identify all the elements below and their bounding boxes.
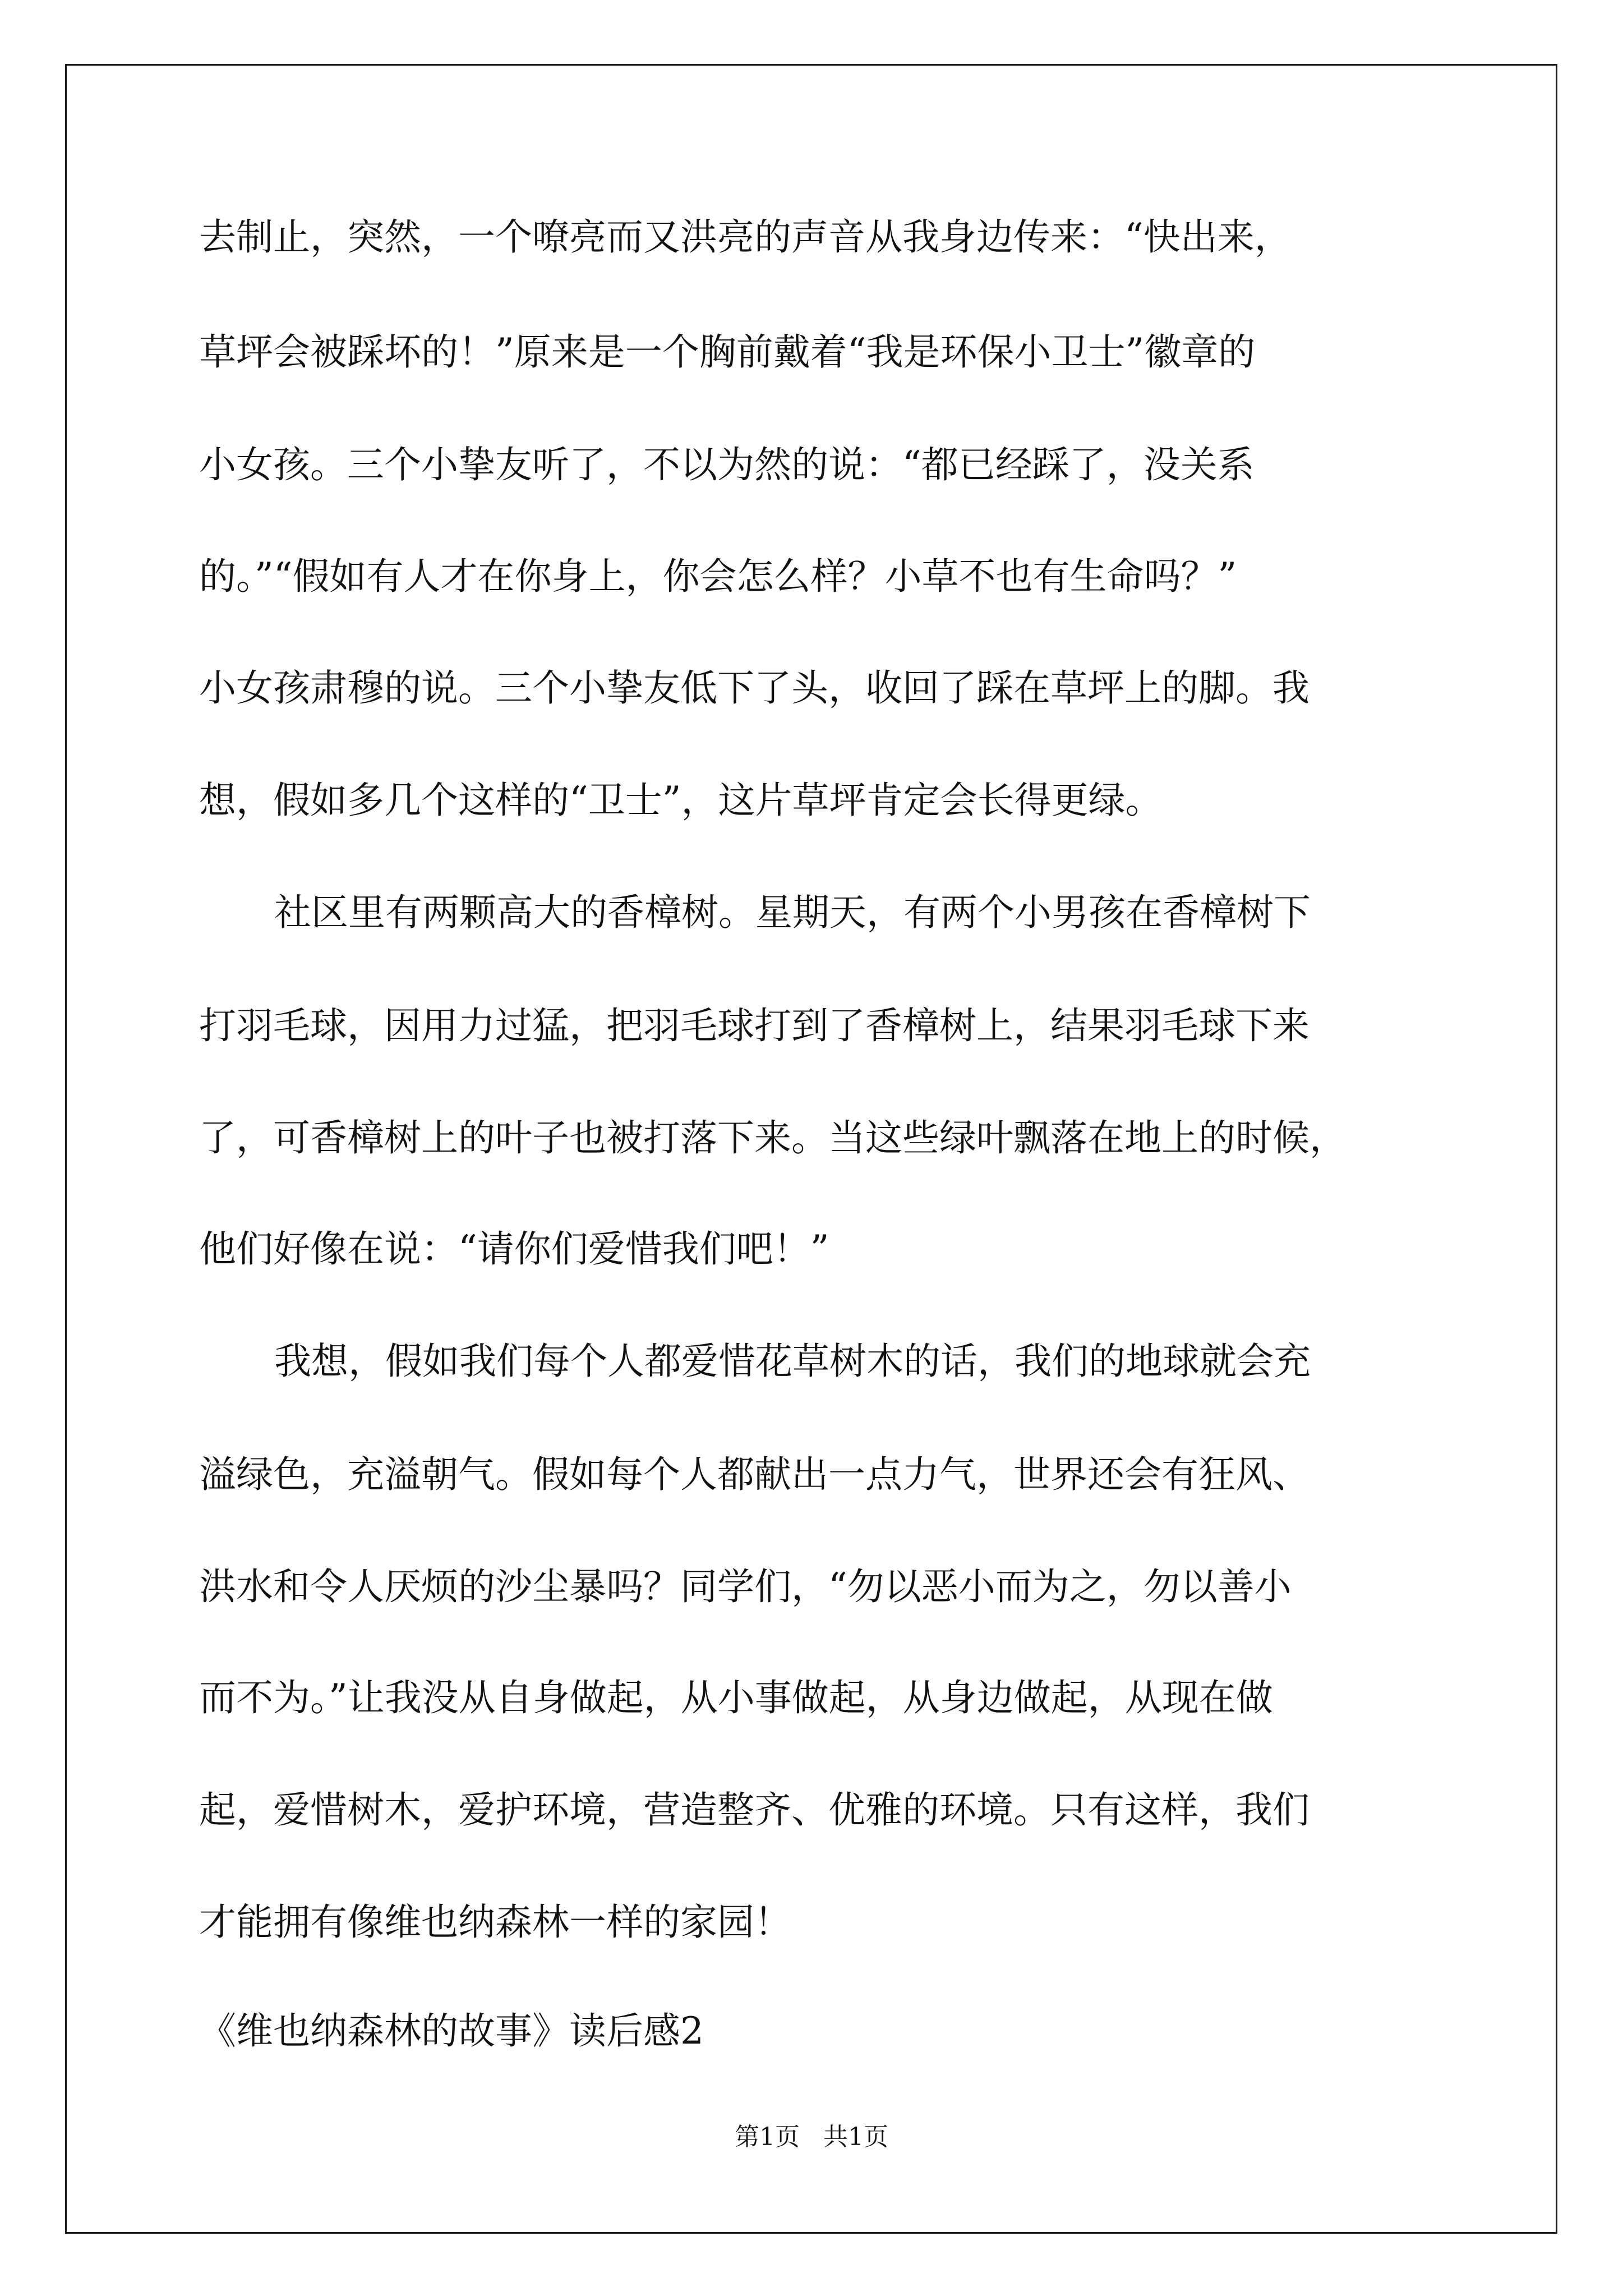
page-footer: 第1页 共1页 [735,2123,888,2151]
text-line: 溢绿色，充溢朝气。假如每个人都献出一点力气，世界还会有狂风、 [199,1453,1310,1496]
text-line: 草坪会被踩坏的！”原来是一个胸前戴着“我是环保小卫士”徽章的 [199,330,1256,374]
section-title: 《维也纳森林的故事》读后感2 [199,2009,704,2053]
text-line: 他们好像在说：“请你们爱惜我们吧！” [199,1227,829,1271]
text-line: 的。”“假如有人才在你身上，你会怎么样？小草不也有生命吗？” [199,555,1237,598]
text-line: 去制止，突然，一个嘹亮而又洪亮的声音从我身边传来：“快出来， [199,215,1292,259]
text-line: 社区里有两颗高大的香樟树。星期天，有两个小男孩在香樟树下 [274,891,1311,934]
text-line: 想，假如多几个这样的“卫士”，这片草坪肯定会长得更绿。 [199,779,1163,822]
text-line: 小女孩。三个小挚友听了，不以为然的说：“都已经踩了，没关系 [199,443,1255,486]
text-line: 而不为。”让我没从自身做起，从小事做起，从身边做起，从现在做 [199,1676,1273,1719]
text-line: 小女孩肃穆的说。三个小挚友低下了头，收回了踩在草坪上的脚。我 [199,666,1310,710]
text-line: 才能拥有像维也纳森林一样的家园！ [199,1901,791,1944]
text-line: 打羽毛球，因用力过猛，把羽毛球打到了香樟树上，结果羽毛球下来 [199,1004,1310,1047]
text-line: 了，可香樟树上的叶子也被打落下来。当这些绿叶飘落在地上的时候， [199,1116,1347,1159]
text-line: 我想，假如我们每个人都爱惜花草树木的话，我们的地球就会充 [274,1340,1311,1383]
text-line: 起，爱惜树木，爱护环境，营造整齐、优雅的环境。只有这样，我们 [199,1788,1310,1832]
text-line: 洪水和令人厌烦的沙尘暴吗？同学们，“勿以恶小而为之，勿以善小 [199,1565,1292,1608]
